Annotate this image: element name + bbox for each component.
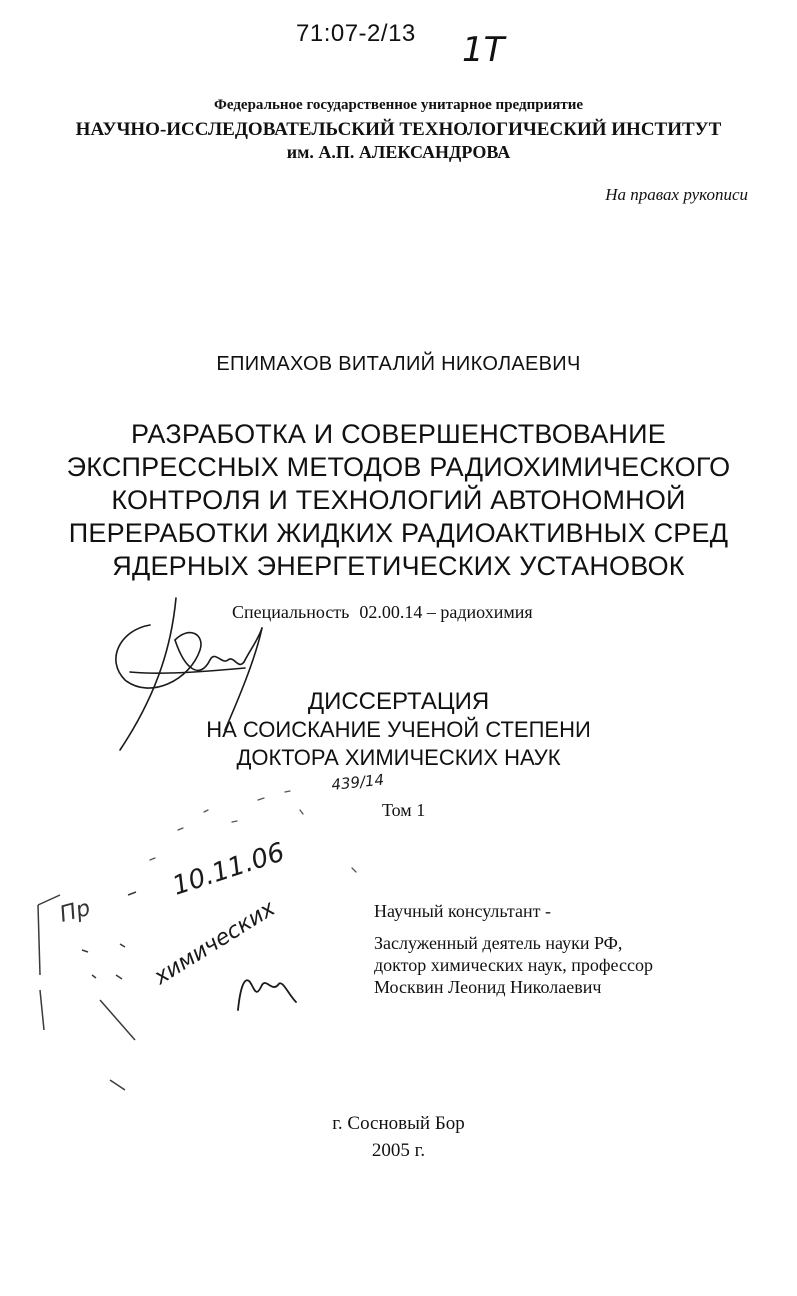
- handwritten-number-text: 439/14: [330, 770, 385, 794]
- handwritten-date-text: 10.11.06: [168, 837, 289, 902]
- organization-named-after: им. А.П. АЛЕКСАНДРОВА: [286, 142, 511, 162]
- dissertation-heading: ДИССЕРТАЦИЯ: [307, 688, 490, 715]
- degree-line: НА СОИСКАНИЕ УЧЕНОЙ СТЕПЕНИ: [206, 717, 591, 742]
- stamp-prefix: Пр: [57, 895, 94, 928]
- specialty-label: Специальность: [232, 602, 350, 622]
- handwritten-mark: 1T: [462, 30, 505, 70]
- specialty-code: 02.00.14 – радиохимия: [359, 602, 533, 622]
- call-number: 71:07-2/13: [296, 20, 416, 47]
- faint-marks: [150, 791, 356, 872]
- title-line: КОНТРОЛЯ И ТЕХНОЛОГИЙ АВТОНОМНОЙ: [111, 485, 686, 515]
- rights-note: На правах рукописи: [605, 185, 748, 204]
- year: 2005 г.: [371, 1140, 426, 1161]
- consultant-name: Москвин Леонид Николаевич: [374, 977, 602, 997]
- city: г. Сосновый Бор: [332, 1113, 465, 1134]
- handwritten-word: [149, 896, 280, 991]
- stamp-fragment: [38, 892, 136, 1090]
- title-line: ЭКСПРЕССНЫХ МЕТОДОВ РАДИОХИМИЧЕСКОГО: [66, 452, 731, 482]
- title-line: ПЕРЕРАБОТКИ ЖИДКИХ РАДИОАКТИВНЫХ СРЕД: [68, 518, 729, 548]
- consultant-title: Заслуженный деятель науки РФ,: [374, 933, 623, 953]
- handwritten-word-text: химических: [149, 896, 280, 991]
- dissertation-title: [0, 418, 797, 583]
- consultant-label: Научный консультант -: [374, 901, 551, 921]
- consultant-degree: доктор химических наук, профессор: [374, 955, 653, 975]
- volume-label: Том 1: [382, 800, 426, 820]
- handwritten-date: [169, 837, 288, 901]
- organization-type: Федеральное государственное унитарное предприятие: [214, 97, 583, 113]
- organization-name: НАУЧНО-ИССЛЕДОВАТЕЛЬСКИЙ ТЕХНОЛОГИЧЕСКИЙ ИНСТИТУТ: [75, 119, 722, 140]
- author-name: ЕПИМАХОВ ВИТАЛИЙ НИКОЛАЕВИЧ: [216, 353, 581, 375]
- consultant-block: [374, 900, 653, 998]
- title-line: РАЗРАБОТКА И СОВЕРШЕНСТВОВАНИЕ: [131, 419, 666, 449]
- specialty: [232, 602, 533, 623]
- title-line: ЯДЕРНЫХ ЭНЕРГЕТИЧЕСКИХ УСТАНОВОК: [112, 551, 685, 581]
- handwritten-number: [331, 771, 385, 794]
- degree-field: ДОКТОРА ХИМИЧЕСКИХ НАУК: [236, 745, 561, 770]
- small-signature: [238, 980, 296, 1010]
